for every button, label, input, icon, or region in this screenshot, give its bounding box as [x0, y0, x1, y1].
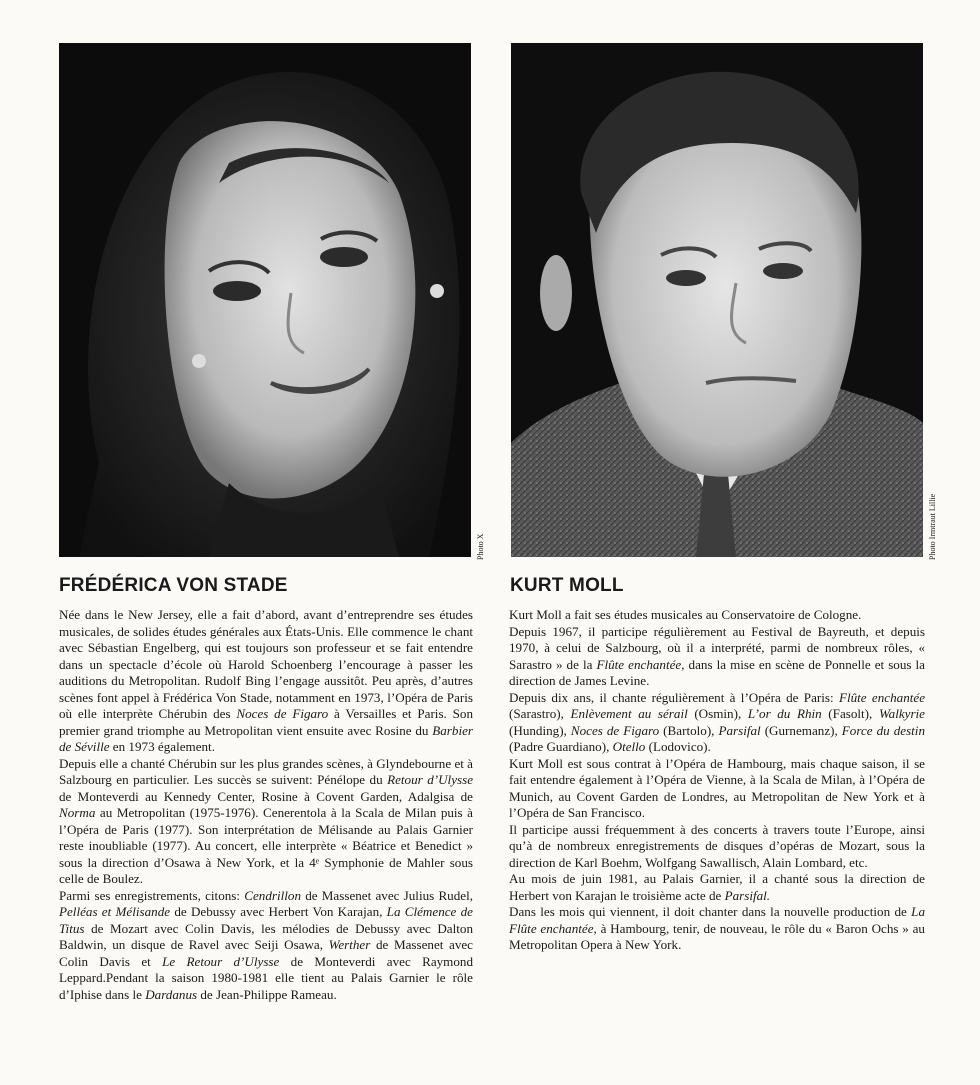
text-run: (Gurnemanz), — [760, 722, 842, 738]
text-run: Parmi ses enregistrements, citons: — [59, 887, 245, 903]
portrait-kurt-moll — [511, 43, 923, 557]
text-run: Dans les mois qui viennent, il doit chanter dans la nouvelle production de — [509, 904, 912, 919]
photo-credit-left: Photo X — [476, 533, 485, 560]
text-run: de Massenet avec Julius Rudel, — [301, 887, 473, 903]
work-title: La Clémence de Titus — [59, 904, 473, 936]
work-title: Noces de Figaro — [570, 722, 660, 738]
biography-paragraph — [509, 822, 925, 872]
text-run: de Debussy avec Herbert Von Karajan, — [170, 904, 387, 919]
work-title: Parsifal. — [724, 887, 771, 903]
portrait-woman-image — [59, 43, 471, 557]
work-title: Force du destin — [841, 722, 925, 738]
text-run: Née dans le New Jersey, elle a fait d’abord, avant d’entreprendre ses études musicales, de solides études générales aux États-Unis. Elle commence le chant avec Sébastian Engelberg, qui est toujours son professeur et se fait entendre dans un spectacle d’école où Harold Schoenberg l’encourage à passer les auditions du Metropolitan. Rudolf Bing l’engage aussitôt. Peu après, d’autres scènes font appel à Frédérica Von Stade, notamment en 1973, l’Opéra de Paris où elle interprète Chérubin des — [59, 607, 473, 721]
text-run: (Fasolt), — [821, 706, 879, 721]
work-title: Flûte enchantée — [838, 689, 926, 705]
work-title: Retour d’Ulysse — [387, 772, 474, 787]
biography-paragraph — [509, 904, 925, 954]
artist-name-right: KURT MOLL — [510, 575, 624, 596]
text-run: (Bartolo), — [659, 722, 719, 738]
text-run: de Jean-Philippe Rameau. — [197, 986, 337, 1002]
text-run: à Hambourg, tenir, de nouveau, le rôle du « Baron Ochs » au Metropolitan Opera à New York. — [509, 920, 925, 952]
work-title: Enlèvement au sérail — [570, 706, 688, 721]
text-run: en 1973 également. — [109, 739, 215, 754]
biography-paragraph — [509, 756, 925, 822]
photo-credit-right: Photo Irmtraut Lillie — [928, 493, 937, 560]
text-run: (Osmin), — [687, 706, 748, 721]
biography-paragraph — [509, 607, 925, 624]
text-run: Il participe aussi fréquemment à des concerts à travers toute l’Europe, ainsi qu’à de nombreux enregistrements de disques d’opéras de Mozart, sous la direction de Karl Boehm, Wolfgang Sawallisch, Alain Lombard, etc. — [509, 821, 925, 870]
text-run: à Versailles et Paris. Son premier grand triomphe au Metropolitan vient ensuite avec Rosine du — [59, 706, 473, 738]
text-run: Au mois de juin 1981, au Palais Garnier, il a chanté sous la direction de Herbert von Karajan le troisième acte de — [509, 871, 925, 903]
artist-name-left: FRÉDÉRICA VON STADE — [59, 575, 288, 596]
text-run: Depuis 1967, il participe régulièrement au Festival de Bayreuth, et depuis 1970, à celui de Salzbourg, où il a interprété, parmi de nombreux rôles, « Sarastro » de la — [509, 623, 925, 672]
biography-paragraph — [509, 871, 925, 904]
work-title: Walkyrie — [878, 706, 925, 721]
work-title: Flûte enchantée, — [596, 656, 685, 672]
work-title: Norma — [59, 805, 96, 820]
text-run: Kurt Moll est sous contrat à l’Opéra de Hambourg, mais chaque saison, il se fait entendre également à l’Opéra de Vienne, à la Scala de Milan, à l’Opéra de Munich, au Covent Garden de Londres, au Metropolitan de New York et à l’Opéra de San Francisco. — [509, 755, 925, 820]
work-title: Le Retour d’Ulysse — [162, 953, 280, 969]
text-run: de Mozart avec Colin Davis, les mélodies de Debussy avec Dalton Baldwin, un disque de Ravel avec Seiji Osawa, — [59, 920, 473, 952]
portrait-man-image — [511, 43, 923, 557]
portrait-frederica-von-stade — [59, 43, 471, 557]
text-run: de Monteverdi avec Raymond Leppard.Pendant la saison 1980-1981 elle tient au Palais Garnier le rôle d’Iphise dans le — [59, 953, 474, 1002]
biography-right — [509, 607, 925, 954]
work-title: Otello — [612, 739, 646, 754]
text-run: dans la mise en scène de Ponnelle et sous la direction de James Levine. — [509, 656, 925, 688]
work-title: Cendrillon — [244, 887, 301, 903]
text-run: (Lodovico). — [645, 739, 711, 754]
text-run: de Monteverdi au Kennedy Center, Rosine à Covent Garden, Adalgisa de — [59, 788, 473, 804]
work-title: Barbier de Séville — [59, 722, 473, 754]
text-run: de Massenet avec Colin Davis et — [59, 937, 473, 969]
text-run: au Metropolitan (1975-1976). Cenerentola à la Scala de Milan puis à l’Opéra de Paris (1977). Son interprétation de Mélisande au Palais Garnier reste inoubliable (1977). Au concert, elle interprète « Béatrice et Benedict » sous la direction d’Osawa à New York, et la 4ᵉ Symphonie de Mahler sous celle de Boulez. — [59, 805, 473, 886]
biography-paragraph — [59, 888, 473, 1004]
biography-paragraph — [59, 607, 473, 756]
text-run: Depuis elle a chanté Chérubin sur les plus grandes scènes, à Glyndebourne et à Salzbourg en particulier. Les succès se suivent: Pénélope du — [59, 755, 473, 787]
biography-paragraph — [509, 690, 925, 756]
work-title: La Flûte enchantée, — [509, 904, 925, 936]
biography-left — [59, 607, 473, 1003]
text-run: (Sarastro), — [509, 706, 571, 721]
work-title: Pelléas et Mélisande — [59, 904, 171, 919]
biography-paragraph — [509, 624, 925, 690]
work-title: Parsifal — [718, 722, 761, 738]
work-title: Werther — [328, 937, 371, 952]
text-run: (Hunding), — [509, 722, 571, 738]
work-title: Noces de Figaro — [236, 706, 329, 721]
text-run: Kurt Moll a fait ses études musicales au Conservatoire de Cologne. — [509, 607, 862, 622]
work-title: L’or du Rhin — [747, 706, 822, 721]
text-run: Depuis dix ans, il chante régulièrement à l’Opéra de Paris: — [509, 689, 839, 705]
work-title: Dardanus — [145, 986, 198, 1002]
biography-paragraph — [59, 756, 473, 888]
text-run: (Padre Guardiano), — [509, 739, 613, 754]
